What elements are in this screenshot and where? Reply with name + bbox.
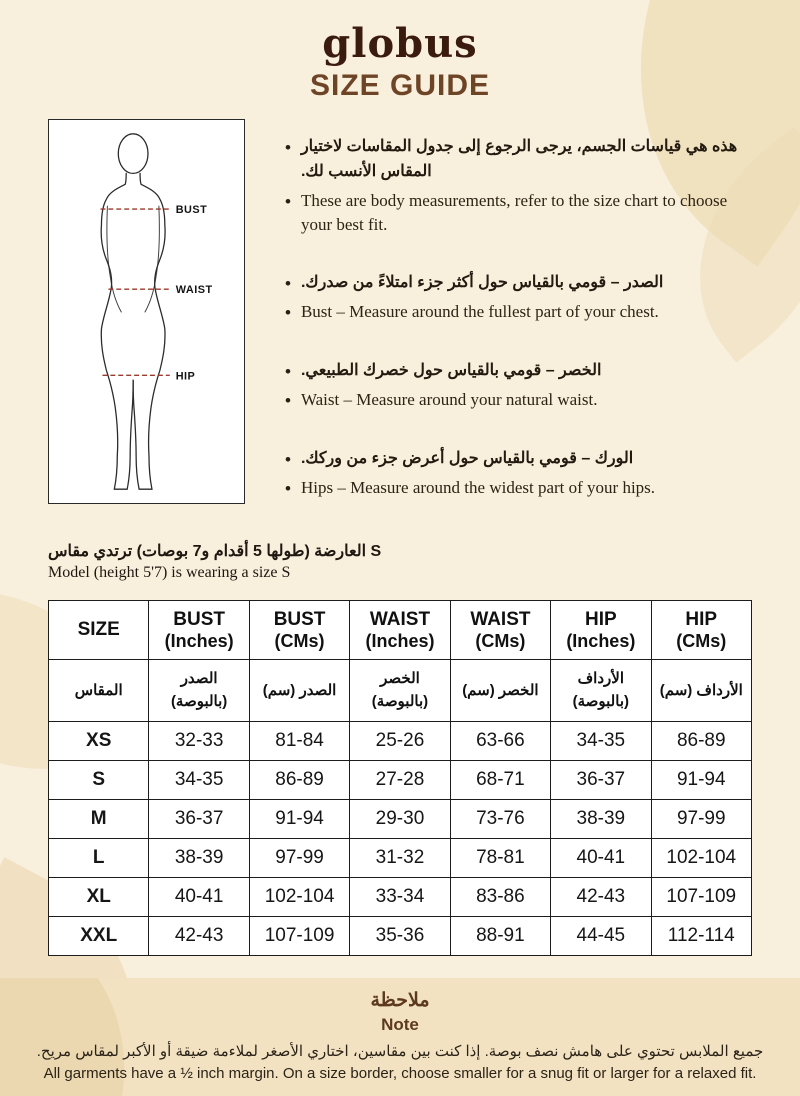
column-header-ar: الصدر (سم) — [249, 660, 349, 722]
table-row — [49, 839, 752, 878]
measurement-cell: 91-94 — [249, 800, 349, 839]
column-header-en: BUST (Inches) — [149, 600, 249, 660]
model-note-arabic: العارضة (طولها 5 أقدام و7 بوصات) ترتدي مقاس S — [48, 542, 382, 560]
measurement-cell: 38-39 — [149, 839, 249, 878]
measurement-cell: 35-36 — [350, 917, 450, 956]
column-header-en: SIZE — [49, 600, 149, 660]
measurement-cell: 34-35 — [551, 722, 651, 761]
measurement-cell: 42-43 — [149, 917, 249, 956]
measurement-cell: 36-37 — [149, 800, 249, 839]
measurement-cell: 42-43 — [551, 878, 651, 917]
instructions-list — [285, 119, 752, 535]
page-title: SIZE GUIDE — [309, 69, 491, 102]
measurement-cell: 25-26 — [350, 722, 450, 761]
size-label-cell: XL — [49, 878, 149, 917]
bullet-icon: • — [285, 138, 291, 157]
body-outline-illustration — [49, 120, 244, 503]
bullet-icon: • — [285, 361, 291, 381]
measurement-cell: 107-109 — [651, 878, 751, 917]
body-measurement-figure — [48, 119, 245, 504]
measurement-cell: 38-39 — [551, 800, 651, 839]
measurement-cell: 102-104 — [651, 839, 751, 878]
measurement-cell: 44-45 — [551, 917, 651, 956]
instruction-item — [285, 447, 752, 502]
bullet-icon: • — [285, 391, 291, 411]
instruction-item — [285, 135, 752, 238]
instruction-line-en — [285, 300, 752, 326]
column-header-en: HIP (Inches) — [551, 600, 651, 660]
hip-label: HIP — [175, 370, 196, 383]
size-label-cell: XXL — [49, 917, 149, 956]
measurement-cell: 91-94 — [651, 761, 751, 800]
measurement-cell: 112-114 — [651, 917, 751, 956]
column-header-ar: الخصر (سم) — [450, 660, 550, 722]
measurement-cell: 86-89 — [651, 722, 751, 761]
note-title-arabic: ملاحظة — [370, 990, 430, 1011]
measurement-cell: 97-99 — [249, 839, 349, 878]
note-title-english: Note — [381, 1015, 419, 1034]
column-header-en: HIP (CMs) — [651, 600, 751, 660]
model-note-english: Model (height 5'7) is wearing a size S — [48, 563, 291, 581]
measurement-cell: 88-91 — [450, 917, 550, 956]
measurement-cell: 102-104 — [249, 878, 349, 917]
instruction-line-en — [285, 388, 752, 414]
header — [0, 0, 800, 103]
instruction-text-en: Waist – Measure around your natural waist. — [300, 390, 598, 410]
note-body-arabic: جميع الملابس تحتوي على هامش نصف بوصة. إذا كنت بين مقاسين، اختاري الأصغر لملاءمة ضيقة أو الأكبر لمقاس مريح. — [36, 1043, 764, 1060]
measurement-section — [48, 119, 752, 535]
measurement-cell: 36-37 — [551, 761, 651, 800]
instruction-line-en — [285, 476, 752, 502]
measurement-cell: 86-89 — [249, 761, 349, 800]
note-body-english: All garments have a ½ inch margin. On a size border, choose smaller for a snug fit or larger for a relaxed fit. — [43, 1065, 757, 1082]
measurement-cell: 81-84 — [249, 722, 349, 761]
measurement-cell: 31-32 — [350, 839, 450, 878]
column-header-ar: الصدر (بالبوصة) — [149, 660, 249, 722]
instruction-text-en: These are body measurements, refer to the size chart to choose your best fit. — [300, 190, 728, 235]
bullet-icon: • — [285, 303, 291, 323]
measurement-cell: 83-86 — [450, 878, 550, 917]
bullet-icon: • — [285, 191, 291, 211]
table-row — [49, 800, 752, 839]
measurement-cell: 33-34 — [350, 878, 450, 917]
bullet-icon: • — [285, 479, 291, 499]
measurement-cell: 40-41 — [149, 878, 249, 917]
brand-logo: globus — [322, 20, 478, 67]
measurement-cell: 63-66 — [450, 722, 550, 761]
waist-label: WAIST — [175, 284, 213, 297]
instruction-item — [285, 359, 752, 414]
table-row — [49, 761, 752, 800]
measurement-cell: 68-71 — [450, 761, 550, 800]
column-header-ar: الأرداف (بالبوصة) — [551, 660, 651, 722]
measurement-cell: 78-81 — [450, 839, 550, 878]
size-label-cell: M — [49, 800, 149, 839]
measurement-cell: 97-99 — [651, 800, 751, 839]
instruction-text-ar: الخصر – قومي بالقياس حول خصرك الطبيعي. — [300, 361, 602, 379]
table-row — [49, 878, 752, 917]
measurement-cell: 107-109 — [249, 917, 349, 956]
measurement-cell: 73-76 — [450, 800, 550, 839]
column-header-ar: الأرداف (سم) — [651, 660, 751, 722]
body-outline — [101, 173, 133, 489]
measurement-cell: 29-30 — [350, 800, 450, 839]
instruction-text-ar: الورك – قومي بالقياس حول أعرض جزء من وركك. — [300, 449, 634, 467]
column-header-ar: المقاس — [49, 660, 149, 722]
size-table-body — [49, 722, 752, 956]
size-label-cell: L — [49, 839, 149, 878]
table-row — [49, 722, 752, 761]
column-header-en: WAIST (CMs) — [450, 600, 550, 660]
instruction-text-en: Bust – Measure around the fullest part of your chest. — [300, 302, 659, 322]
column-header-en: WAIST (Inches) — [350, 600, 450, 660]
measurement-cell: 27-28 — [350, 761, 450, 800]
column-header-ar: الخصر (بالبوصة) — [350, 660, 450, 722]
size-label-cell: XS — [49, 722, 149, 761]
header-row-ar — [49, 660, 752, 722]
bust-label: BUST — [175, 204, 208, 217]
instruction-line-ar — [285, 271, 752, 297]
table-row — [49, 917, 752, 956]
measurement-cell: 32-33 — [149, 722, 249, 761]
size-label-cell: S — [49, 761, 149, 800]
header-row-en — [49, 600, 752, 660]
bullet-icon: • — [285, 449, 291, 469]
column-header-en: BUST (CMs) — [249, 600, 349, 660]
measurement-cell: 34-35 — [149, 761, 249, 800]
note-section — [0, 978, 800, 1096]
instruction-line-ar — [285, 359, 752, 385]
note-content — [0, 989, 800, 1082]
instruction-text-en: Hips – Measure around the widest part of your hips. — [300, 478, 656, 498]
instruction-text-ar: هذه هي قياسات الجسم، يرجى الرجوع إلى جدول المقاسات لاختيار المقاس الأنسب لك. — [300, 138, 738, 180]
instruction-line-ar — [285, 135, 752, 185]
model-note — [48, 541, 752, 582]
instruction-item — [285, 271, 752, 326]
instruction-line-ar — [285, 447, 752, 473]
bullet-icon: • — [285, 273, 291, 293]
size-table — [48, 600, 752, 957]
instruction-line-en — [285, 189, 752, 238]
instruction-text-ar: الصدر – قومي بالقياس حول أكثر جزء امتلاءً من صدرك. — [300, 273, 664, 291]
figure-head — [118, 134, 148, 174]
measurement-cell: 40-41 — [551, 839, 651, 878]
